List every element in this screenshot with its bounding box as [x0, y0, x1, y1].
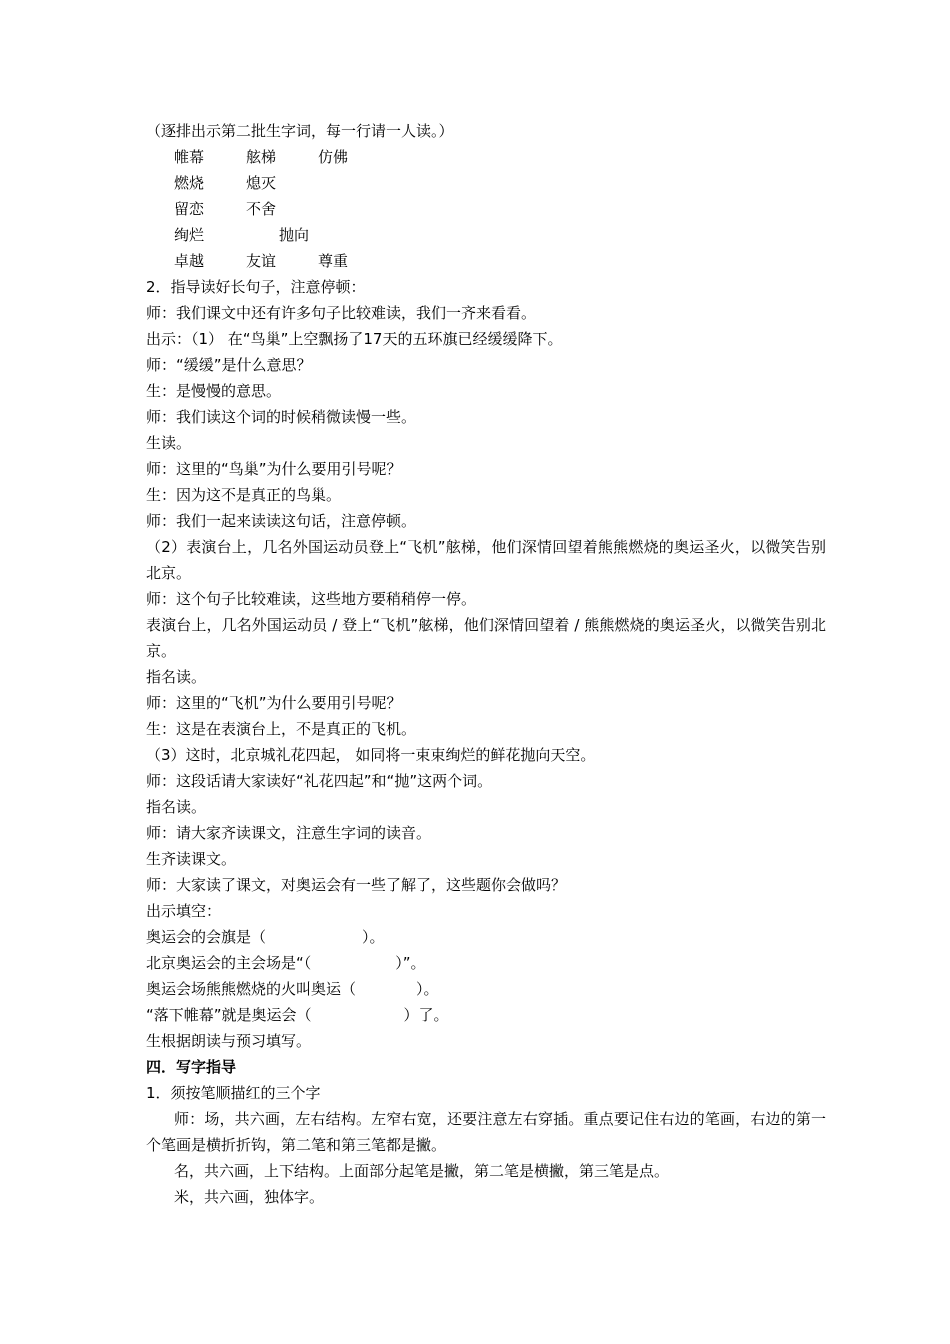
vocab-row-4 — [146, 222, 826, 248]
fill-blank-4 — [146, 1002, 826, 1028]
text-line: 师：“缓缓”是什么意思？ — [146, 356, 312, 374]
fill-blank-1 — [146, 924, 826, 950]
text-line: （3）这时，北京城礼花四起， 如同将一束束绚烂的鲜花抛向天空。 — [146, 746, 596, 764]
vocab-word: 留恋 — [174, 200, 205, 218]
text-paragraph: （2）表演台上，几名外国运动员登上“飞机”舷梯，他们深情回望着熊熊燃烧的奥运圣火，以微笑告别北京。 — [146, 538, 826, 582]
section-heading: 2．指导读好长句子，注意停顿： — [146, 278, 366, 296]
fill-blank-prompt: 北京奥运会的主会场是“（ — [146, 954, 312, 972]
text-line: 指名读。 — [146, 668, 207, 686]
text-line: 生：因为这不是真正的鸟巢。 — [146, 486, 342, 504]
text-line: 师：这段话请大家读好“礼花四起”和“抛”这两个词。 — [146, 772, 493, 790]
text-line: 师：请大家齐读课文，注意生字词的读音。 — [146, 824, 432, 842]
vocab-word: 燃烧 — [174, 174, 205, 192]
text-paragraph: 表演台上，几名外国运动员 / 登上“飞机”舷梯，他们深情回望着 / 熊熊燃烧的奥运圣火，以微笑告别北京。 — [146, 616, 826, 660]
fill-blank-3 — [146, 976, 826, 1002]
vocab-word: 舷梯 — [246, 148, 277, 166]
text-paragraph: 师：场，共六画，左右结构。左窄右宽，还要注意左右穿插。重点要记住右边的笔画，右边的第一个笔画是横折折钩，第二笔和第三笔都是撇。 — [146, 1110, 826, 1154]
section-heading: 四．写字指导 — [146, 1058, 237, 1076]
text-line: 出示填空： — [146, 902, 222, 920]
vocab-word: 卓越 — [174, 252, 205, 270]
text-line: 师：我们读这个词的时候稍微读慢一些。 — [146, 408, 417, 426]
subsection-heading: 1．须按笔顺描红的三个字 — [146, 1084, 321, 1102]
text-line: 生：是慢慢的意思。 — [146, 382, 282, 400]
text-line: 师：这个句子比较难读，这些地方要稍稍停一停。 — [146, 590, 477, 608]
vocab-word: 帷幕 — [174, 148, 205, 166]
fill-blank-suffix: ）了。 — [403, 1006, 449, 1024]
vocab-word: 不舍 — [246, 200, 277, 218]
text-line: 师：这里的“鸟巢”为什么要用引号呢？ — [146, 460, 402, 478]
text-line: 生根据朗读与预习填写。 — [146, 1032, 312, 1050]
vocab-row-2 — [146, 170, 826, 196]
fill-blank-suffix: ）”。 — [395, 954, 426, 972]
fill-blank-suffix: ）。 — [362, 928, 385, 946]
vocab-word: 仿佛 — [318, 148, 349, 166]
text-line: 米，共六画，独体字。 — [174, 1188, 325, 1206]
text-line: 师：我们一起来读读这句话，注意停顿。 — [146, 512, 417, 530]
vocab-word: 尊重 — [318, 252, 349, 270]
vocab-row-1 — [146, 144, 826, 170]
text-line: 名，共六画，上下结构。上面部分起笔是撇，第二笔是横撇，第三笔是点。 — [174, 1162, 670, 1180]
text-line: 师：大家读了课文，对奥运会有一些了解了，这些题你会做吗？ — [146, 876, 567, 894]
fill-blank-prompt: 奥运会场熊熊燃烧的火叫奥运（ — [146, 980, 357, 998]
vocab-word: 友谊 — [246, 252, 277, 270]
text-line: 出示：（1） 在“鸟巢”上空飘扬了17天的五环旗已经缓缓降下。 — [146, 330, 563, 348]
instruction-line: （逐排出示第二批生字词，每一行请一人读。） — [146, 122, 454, 140]
vocab-word: 绚烂 — [174, 226, 205, 244]
text-line: 指名读。 — [146, 798, 207, 816]
text-line: 生：这是在表演台上，不是真正的飞机。 — [146, 720, 417, 738]
vocab-row-5 — [146, 248, 826, 274]
fill-blank-2 — [146, 950, 826, 976]
vocab-word: 熄灭 — [246, 174, 277, 192]
document-body — [146, 118, 826, 1210]
text-line: 师：我们课文中还有许多句子比较难读，我们一齐来看看。 — [146, 304, 537, 322]
fill-blank-prompt: “落下帷幕”就是奥运会（ — [146, 1006, 312, 1024]
fill-blank-prompt: 奥运会的会旗是（ — [146, 928, 267, 946]
text-line: 生齐读课文。 — [146, 850, 237, 868]
text-line: 生读。 — [146, 434, 192, 452]
fill-blank-suffix: ）。 — [416, 980, 439, 998]
text-line: 师：这里的“飞机”为什么要用引号呢？ — [146, 694, 402, 712]
vocab-row-3 — [146, 196, 826, 222]
vocab-word: 抛向 — [279, 226, 310, 244]
